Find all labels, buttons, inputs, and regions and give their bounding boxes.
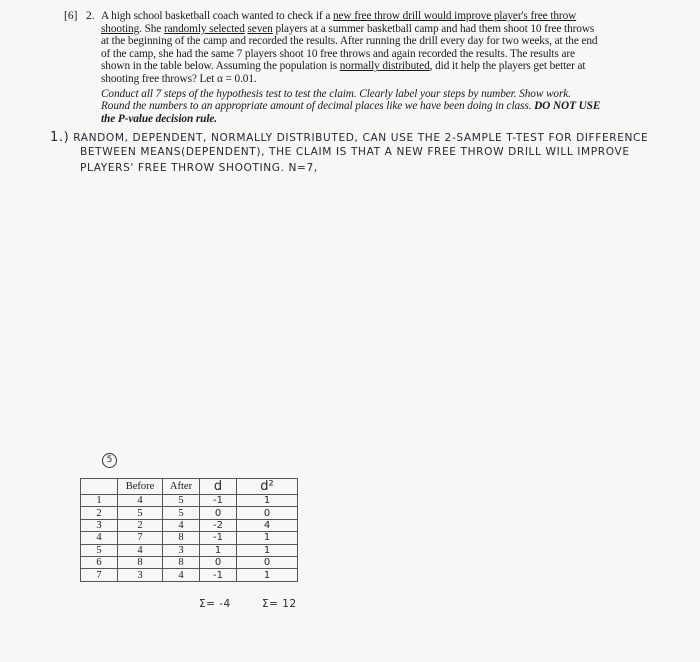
cell-after: 8 xyxy=(163,556,200,568)
cell-index: 6 xyxy=(81,556,118,568)
sum-d-squared: Σ= 12 xyxy=(262,598,297,610)
cell-index: 3 xyxy=(81,519,118,531)
header-after: After xyxy=(163,479,200,495)
handwritten-line-3: PLAYERS' FREE THROW SHOOTING. N=7, xyxy=(80,162,318,174)
cell-before: 4 xyxy=(118,495,163,507)
table-row xyxy=(81,532,298,544)
table-row xyxy=(81,544,298,556)
cell-d: -2 xyxy=(200,519,237,531)
table-row xyxy=(81,556,298,568)
header-d-squared: d² xyxy=(237,479,298,495)
underlined-phrase: seven xyxy=(247,22,273,35)
underlined-phrase: normally distributed xyxy=(339,60,430,73)
header-index xyxy=(81,479,118,495)
cell-before: 8 xyxy=(118,556,163,568)
handwritten-line-1-text: RANDOM, DEPENDENT, NORMALLY DISTRIBUTED, CAN USE THE 2-SAMPLE T-TEST FOR DIFFERENCE xyxy=(73,132,649,144)
cell-before: 3 xyxy=(118,569,163,581)
sum-d: Σ= -4 xyxy=(199,598,231,610)
cell-before: 2 xyxy=(118,519,163,531)
problem-text-segment: , did it help the players get better at shooting free throws? Let α = 0.01. xyxy=(101,60,586,85)
cell-after: 8 xyxy=(163,532,200,544)
step-number: 1.) xyxy=(50,130,70,145)
point-marker: [6] xyxy=(64,10,78,22)
cell-after: 5 xyxy=(163,495,200,507)
cell-d: 1 xyxy=(200,544,237,556)
cell-d-squared: 1 xyxy=(237,532,298,544)
problem-text-segment: A high school basketball coach wanted to check if a xyxy=(101,10,333,22)
cell-d-squared: 0 xyxy=(237,556,298,568)
question-number: 2. xyxy=(86,10,95,22)
table-row xyxy=(81,569,298,581)
table-body xyxy=(81,495,298,582)
cell-before: 4 xyxy=(118,544,163,556)
cell-d-squared: 4 xyxy=(237,519,298,531)
cell-index: 5 xyxy=(81,544,118,556)
cell-after: 4 xyxy=(163,569,200,581)
cell-d: -1 xyxy=(200,532,237,544)
instructions-text: Conduct all 7 steps of the hypothesis test to test the claim. Clearly label your steps by number. Show work. Round the numbers to an appropriate amount of decimal places like we have been doing in class. xyxy=(101,87,571,113)
underlined-phrase: new free throw drill would improve player's free throw shooting xyxy=(101,10,577,35)
cell-d-squared: 1 xyxy=(237,495,298,507)
header-before: Before xyxy=(118,479,163,495)
cell-after: 3 xyxy=(163,544,200,556)
cell-d-squared: 0 xyxy=(237,507,298,519)
cell-d: 0 xyxy=(200,507,237,519)
underlined-phrase: randomly selected xyxy=(163,22,245,35)
step-5-marker: 5 xyxy=(102,453,117,468)
handwritten-line-2: BETWEEN MEANS(DEPENDENT), THE CLAIM IS THAT A NEW FREE THROW DRILL WILL IMPROVE xyxy=(80,146,630,158)
table-row xyxy=(81,495,298,507)
table-row xyxy=(81,519,298,531)
data-table xyxy=(80,478,298,582)
cell-d: -1 xyxy=(200,569,237,581)
cell-after: 4 xyxy=(163,519,200,531)
problem-statement xyxy=(101,10,601,125)
instructions-bold: DO NOT USE the P-value decision rule. xyxy=(101,100,601,125)
problem-text xyxy=(101,10,601,86)
cell-index: 7 xyxy=(81,569,118,581)
header-d: d xyxy=(200,479,237,495)
cell-d: -1 xyxy=(200,495,237,507)
problem-text-segment: players at a summer basketball camp and had them shoot 10 free throws at the beginning of the camp and recorded the results. After running the drill every day for two weeks, at the end of the camp, she had the same 7 players shoot 10 free throws and again recorded the results. The results are shown in the table below. Assuming the population is xyxy=(101,22,598,73)
table-row xyxy=(81,507,298,519)
cell-before: 5 xyxy=(118,507,163,519)
problem-text-segment: . She xyxy=(139,22,164,35)
cell-after: 5 xyxy=(163,507,200,519)
cell-d-squared: 1 xyxy=(237,569,298,581)
table-header-row xyxy=(81,479,298,495)
cell-d-squared: 1 xyxy=(237,544,298,556)
cell-before: 7 xyxy=(118,532,163,544)
cell-index: 2 xyxy=(81,507,118,519)
cell-index: 4 xyxy=(81,532,118,544)
cell-d: 0 xyxy=(200,556,237,568)
instructions xyxy=(101,88,601,126)
cell-index: 1 xyxy=(81,495,118,507)
